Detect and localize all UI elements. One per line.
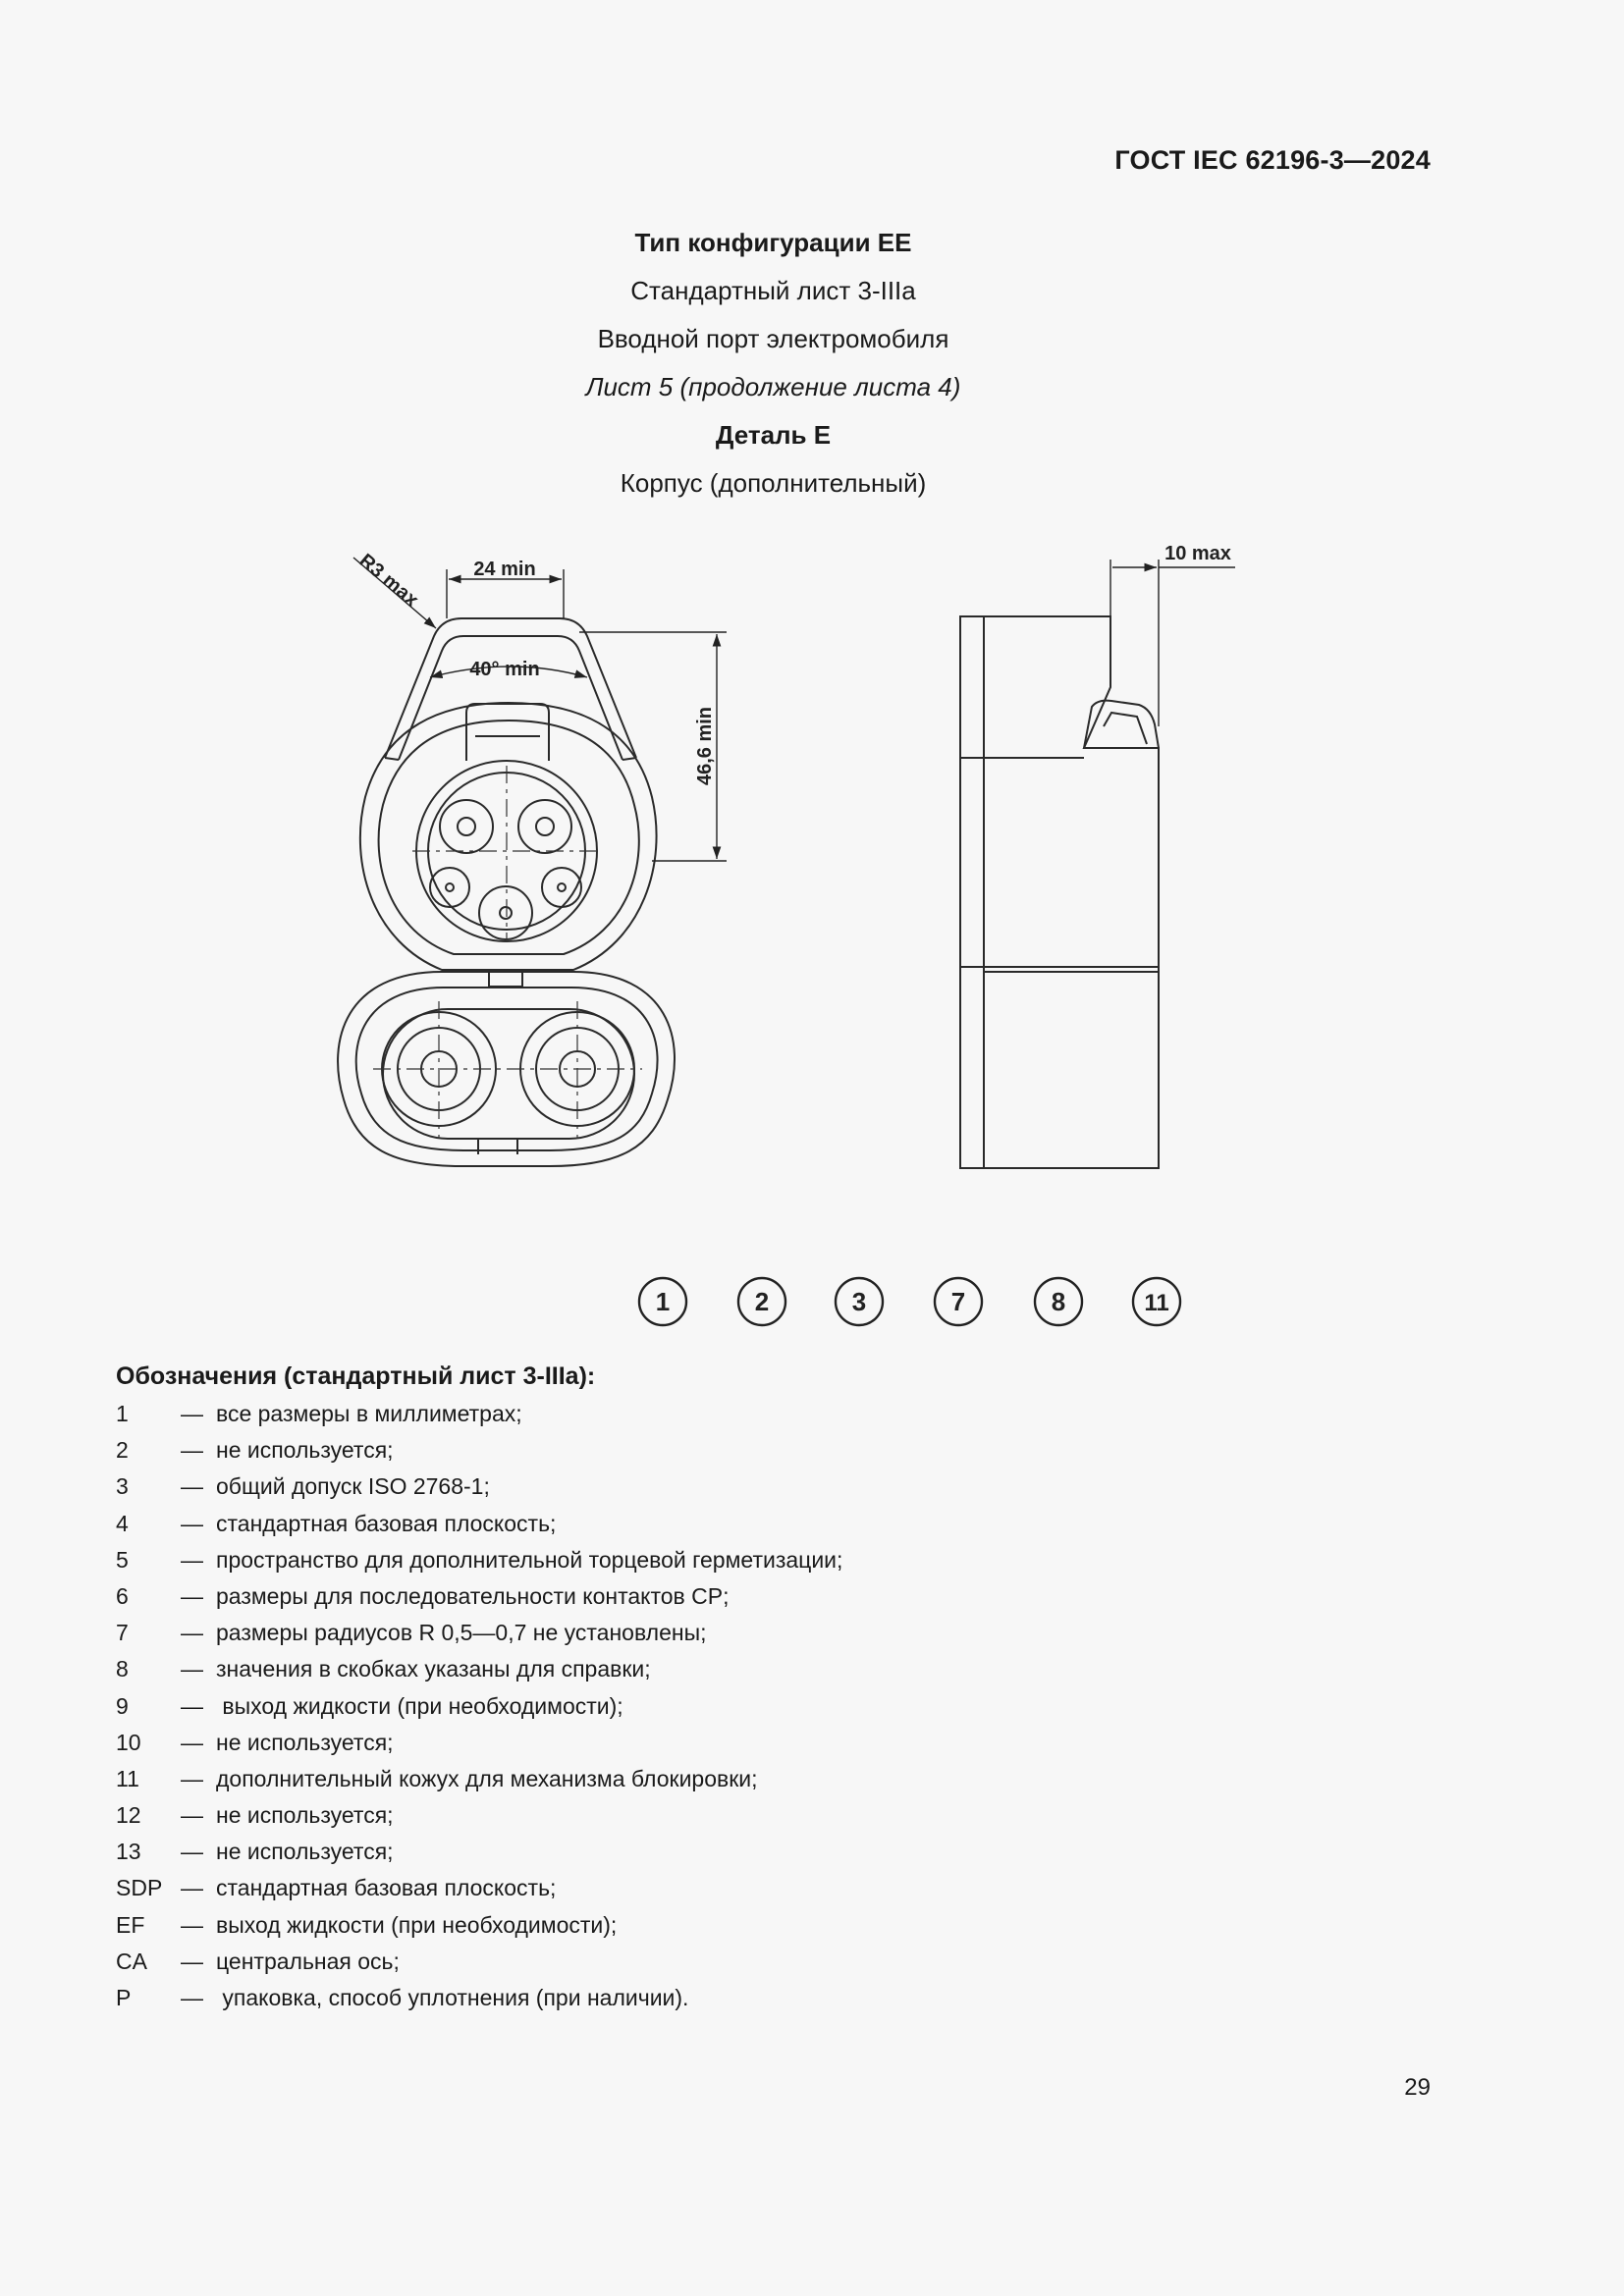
legend-key: 10 <box>116 1729 141 1755</box>
legend-dash: — <box>181 1839 203 1865</box>
latch-tab <box>466 704 549 761</box>
legend-dash: — <box>181 1985 203 2010</box>
legend-dash: — <box>181 1729 203 1755</box>
note-ref-label: 11 <box>1144 1290 1169 1316</box>
dc-contact-area <box>383 1009 634 1139</box>
legend-text: размеры для последовательности контактов CP; <box>216 1582 730 1609</box>
legend-text: не используется; <box>216 1729 394 1755</box>
legend-item <box>116 1725 842 1761</box>
legend-key: 11 <box>116 1765 139 1791</box>
legend-dash: — <box>181 1875 203 1901</box>
legend-dash: — <box>181 1437 203 1464</box>
legend-key: 3 <box>116 1473 129 1500</box>
legend-key: 9 <box>116 1692 129 1719</box>
legend-item <box>116 1688 842 1725</box>
legend-text: выход жидкости (при необходимости); <box>216 1692 623 1719</box>
legend-text: не используется; <box>216 1802 394 1829</box>
legend-text: размеры радиусов R 0,5—0,7 не установлены; <box>216 1620 707 1646</box>
legend-key: 6 <box>116 1582 129 1609</box>
legend-item <box>116 1506 842 1542</box>
note-ref-label: 3 <box>851 1287 867 1316</box>
legend-text: дополнительный кожух для механизма блокировки; <box>216 1765 758 1791</box>
legend-text: не используется; <box>216 1437 394 1464</box>
legend-key: EF <box>116 1911 145 1938</box>
legend-item <box>116 1468 842 1505</box>
note-ref-label: 8 <box>1051 1287 1066 1316</box>
legend-dash: — <box>181 1473 203 1500</box>
ac-pin-pe <box>479 886 532 939</box>
legend-item <box>116 1980 842 2016</box>
continuation-note: Лист 5 (продолжение листа 4) <box>585 372 961 401</box>
legend-key: 12 <box>116 1802 141 1829</box>
legend-text: центральная ось; <box>216 1948 400 1974</box>
legend-item <box>116 1797 842 1834</box>
legend-key: 2 <box>116 1437 129 1464</box>
legend-text: стандартная базовая плоскость; <box>216 1875 557 1901</box>
ac-pin-l1 <box>440 800 493 853</box>
legend-key: 13 <box>116 1839 141 1865</box>
legend-item <box>116 1542 842 1578</box>
legend-dash: — <box>181 1802 203 1829</box>
legend-dash: — <box>181 1620 203 1646</box>
radius-dimension: R3 max <box>354 550 423 612</box>
legend-text: значения в скобках указаны для справки; <box>216 1656 651 1682</box>
side-dimension: 10 max <box>1164 543 1231 564</box>
legend-item <box>116 1615 842 1651</box>
ac-pin-n <box>518 800 571 853</box>
legend-dash: — <box>181 1948 203 1974</box>
legend-item <box>116 1907 842 1944</box>
legend-dash: — <box>181 1546 203 1573</box>
note-ref-circle <box>1035 1278 1082 1325</box>
page-number: 29 <box>1404 2074 1431 2101</box>
detail-title: Деталь E <box>715 420 832 450</box>
note-ref-circle <box>935 1278 982 1325</box>
legend-list <box>116 1396 842 2016</box>
sheet-title: Стандартный лист 3-IIIa <box>630 276 916 305</box>
note-ref-circle <box>738 1278 785 1325</box>
legend-dash: — <box>181 1656 203 1682</box>
legend-text: все размеры в миллиметрах; <box>216 1401 522 1426</box>
side-view-body <box>960 616 1159 1168</box>
port-title: Вводной порт электромобиля <box>597 324 949 353</box>
note-ref-circle <box>836 1278 883 1325</box>
part-title: Корпус (дополнительный) <box>620 468 927 498</box>
legend <box>116 1357 842 2016</box>
note-ref-label: 1 <box>655 1287 671 1316</box>
legend-key: SDP <box>116 1875 163 1901</box>
legend-item <box>116 1834 842 1870</box>
legend-text: выход жидкости (при необходимости); <box>216 1911 618 1938</box>
note-references <box>639 1278 1180 1325</box>
legend-key: P <box>116 1985 132 2010</box>
legend-text: не используется; <box>216 1839 394 1865</box>
legend-dash: — <box>181 1911 203 1938</box>
legend-item <box>116 1578 842 1615</box>
legend-dash: — <box>181 1692 203 1719</box>
legend-dash: — <box>181 1582 203 1609</box>
legend-text: стандартная базовая плоскость; <box>216 1510 557 1536</box>
legend-text: общий допуск ISO 2768-1; <box>216 1473 490 1500</box>
note-ref-label: 7 <box>950 1287 966 1316</box>
document-header: ГОСТ IEC 62196-3—2024 <box>1114 145 1431 175</box>
legend-key: 8 <box>116 1656 129 1682</box>
legend-text: пространство для дополнительной торцевой герметизации; <box>216 1546 843 1573</box>
height-dimension: 46,6 min <box>694 706 716 786</box>
legend-item <box>116 1761 842 1797</box>
legend-dash: — <box>181 1510 203 1536</box>
width-dimension: 24 min <box>473 559 536 580</box>
legend-key: 7 <box>116 1620 129 1646</box>
legend-key: 4 <box>116 1510 129 1536</box>
legend-item <box>116 1396 842 1432</box>
angle-dimension: 40° min <box>469 659 540 680</box>
legend-item <box>116 1944 842 1980</box>
legend-dash: — <box>181 1401 203 1426</box>
legend-key: CA <box>116 1948 147 1974</box>
legend-key: 5 <box>116 1546 129 1573</box>
legend-key: 1 <box>116 1401 129 1426</box>
legend-dash: — <box>181 1765 203 1791</box>
legend-title: Обозначения (стандартный лист 3-IIIa): <box>116 1362 596 1390</box>
note-ref-circle <box>1133 1278 1180 1325</box>
legend-item <box>116 1432 842 1468</box>
legend-item <box>116 1651 842 1687</box>
note-ref-circle <box>639 1278 686 1325</box>
legend-item <box>116 1870 842 1906</box>
note-ref-label: 2 <box>754 1287 770 1316</box>
latch-arm-left-inner <box>399 636 623 760</box>
legend-text: упаковка, способ уплотнения (при наличии). <box>216 1985 689 2010</box>
configuration-title: Тип конфигурации EE <box>634 228 912 257</box>
